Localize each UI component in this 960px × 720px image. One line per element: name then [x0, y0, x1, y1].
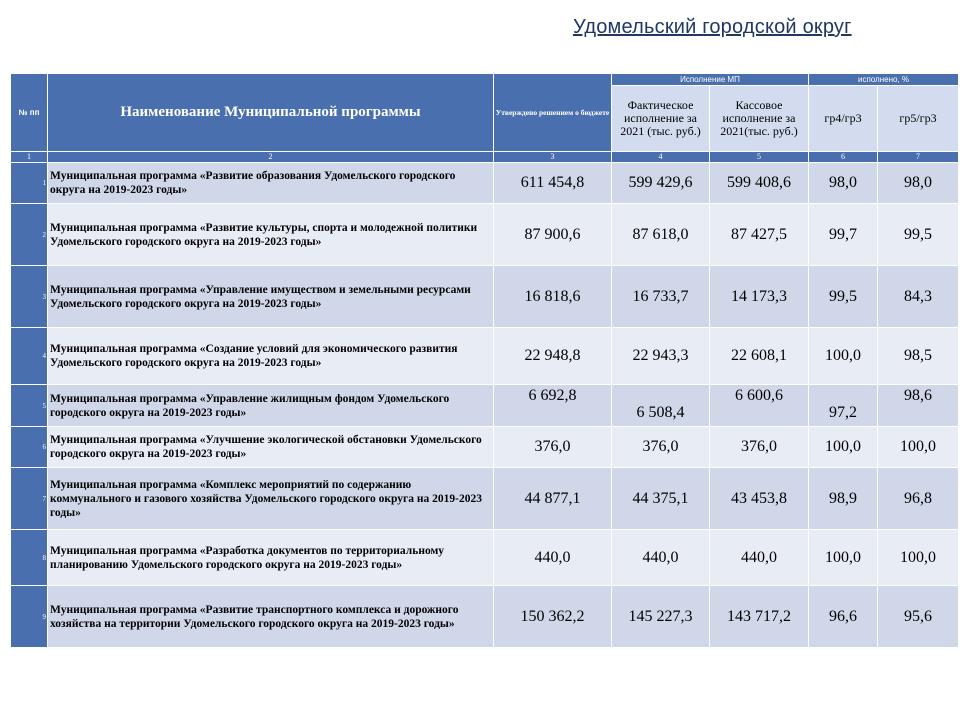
percent-gr5: 98,0	[878, 163, 959, 204]
fact-value: 6 508,4	[612, 385, 710, 427]
table-row	[11, 266, 959, 328]
fact-value: 87 618,0	[612, 204, 710, 266]
row-index: 6	[11, 427, 48, 468]
cash-value: 6 600,6	[710, 385, 809, 427]
column-number: 3	[494, 152, 612, 163]
table-row	[11, 586, 959, 648]
percent-gr4: 100,0	[809, 427, 878, 468]
cash-value: 376,0	[710, 427, 809, 468]
percent-gr5: 84,3	[878, 266, 959, 328]
row-index: 1	[11, 163, 48, 204]
slide-title: Удомельский городской округ	[573, 16, 852, 38]
budget-value: 6 692,8	[494, 385, 612, 427]
cash-value: 43 453,8	[710, 468, 809, 530]
header-num: № пп	[11, 74, 48, 152]
percent-gr5: 95,6	[878, 586, 959, 648]
row-index: 4	[11, 328, 48, 385]
fact-value: 44 375,1	[612, 468, 710, 530]
column-number: 5	[710, 152, 809, 163]
column-number: 2	[48, 152, 494, 163]
program-name: Муниципальная программа «Разработка документов по территориальному планированию Удомельского городского округа на 2019-2023 годы»	[48, 530, 494, 586]
budget-table	[10, 73, 959, 648]
budget-value: 376,0	[494, 427, 612, 468]
header-execution: Исполнение МП	[612, 74, 809, 86]
table-row	[11, 204, 959, 266]
header-gr4: гр4/гр3	[809, 86, 878, 152]
column-number: 4	[612, 152, 710, 163]
percent-gr4: 96,6	[809, 586, 878, 648]
header-percent: исполнено, %	[809, 74, 959, 86]
column-number: 6	[809, 152, 878, 163]
cash-value: 22 608,1	[710, 328, 809, 385]
percent-gr4: 97,2	[809, 385, 878, 427]
row-index: 9	[11, 586, 48, 648]
table-row	[11, 468, 959, 530]
fact-value: 22 943,3	[612, 328, 710, 385]
program-name: Муниципальная программа «Управление жилищным фондом Удомельского городского округа на 2019-2023 годы»	[48, 385, 494, 427]
percent-gr4: 98,0	[809, 163, 878, 204]
budget-value: 16 818,6	[494, 266, 612, 328]
row-index: 3	[11, 266, 48, 328]
header-cash: Кассовое исполнение за 2021(тыс. руб.)	[710, 86, 809, 152]
program-name: Муниципальная программа «Улучшение экологической обстановки Удомельского городского округа на 2019-2023 годы»	[48, 427, 494, 468]
column-number: 7	[878, 152, 959, 163]
row-index: 5	[11, 385, 48, 427]
table-row	[11, 385, 959, 427]
budget-value: 150 362,2	[494, 586, 612, 648]
percent-gr4: 100,0	[809, 530, 878, 586]
percent-gr5: 98,6	[878, 385, 959, 427]
row-index: 7	[11, 468, 48, 530]
row-index: 2	[11, 204, 48, 266]
fact-value: 599 429,6	[612, 163, 710, 204]
program-name: Муниципальная программа «Развитие образования Удомельского городского округа на 2019-2023 годы»	[48, 163, 494, 204]
table-row	[11, 427, 959, 468]
budget-value: 440,0	[494, 530, 612, 586]
program-name: Муниципальная программа «Развитие культуры, спорта и молодежной политики Удомельского городского округа на 2019-2023 годы»	[48, 204, 494, 266]
column-numbers-row	[11, 152, 959, 163]
percent-gr5: 100,0	[878, 427, 959, 468]
program-name: Муниципальная программа «Развитие транспортного комплекса и дорожного хозяйства на территории Удомельского городского округа на 2019-2023 годы»	[48, 586, 494, 648]
table-row	[11, 163, 959, 204]
percent-gr5: 96,8	[878, 468, 959, 530]
percent-gr4: 99,7	[809, 204, 878, 266]
header-gr5: гр5/гр3	[878, 86, 959, 152]
cash-value: 440,0	[710, 530, 809, 586]
table-row	[11, 328, 959, 385]
program-name: Муниципальная программа «Создание условий для экономического развития Удомельского городского округа на 2019-2023 годы»	[48, 328, 494, 385]
program-name: Муниципальная программа «Комплекс мероприятий по содержанию коммунального и газового хозяйства Удомельского городского округа на 2019-2023 годы»	[48, 468, 494, 530]
budget-value: 87 900,6	[494, 204, 612, 266]
percent-gr4: 99,5	[809, 266, 878, 328]
percent-gr5: 100,0	[878, 530, 959, 586]
header-fact: Фактическое исполнение за 2021 (тыс. руб.)	[612, 86, 710, 152]
percent-gr4: 100,0	[809, 328, 878, 385]
column-number: 1	[11, 152, 48, 163]
budget-value: 22 948,8	[494, 328, 612, 385]
fact-value: 16 733,7	[612, 266, 710, 328]
fact-value: 145 227,3	[612, 586, 710, 648]
percent-gr4: 98,9	[809, 468, 878, 530]
cash-value: 87 427,5	[710, 204, 809, 266]
header-program-name: Наименование Муниципальной программы	[48, 74, 494, 152]
cash-value: 599 408,6	[710, 163, 809, 204]
cash-value: 143 717,2	[710, 586, 809, 648]
fact-value: 376,0	[612, 427, 710, 468]
program-name: Муниципальная программа «Управление имуществом и земельными ресурсами Удомельского городского округа на 2019-2023 годы»	[48, 266, 494, 328]
header-budget: Утверждено решением о бюджете	[494, 74, 612, 152]
fact-value: 440,0	[612, 530, 710, 586]
percent-gr5: 99,5	[878, 204, 959, 266]
row-index: 8	[11, 530, 48, 586]
percent-gr5: 98,5	[878, 328, 959, 385]
cash-value: 14 173,3	[710, 266, 809, 328]
budget-value: 44 877,1	[494, 468, 612, 530]
table-row	[11, 530, 959, 586]
budget-value: 611 454,8	[494, 163, 612, 204]
